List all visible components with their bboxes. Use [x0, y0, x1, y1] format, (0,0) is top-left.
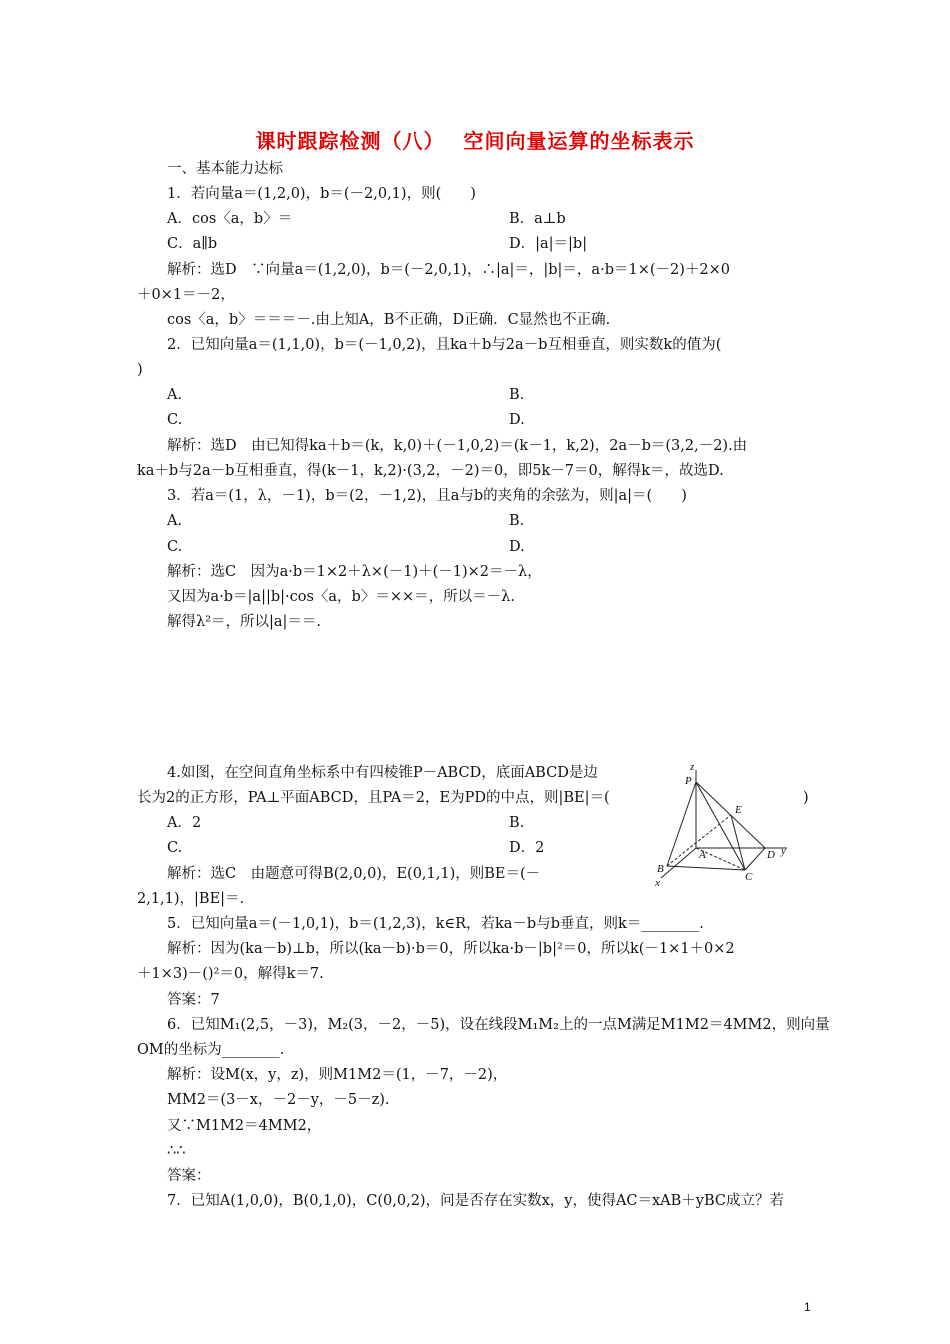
section-heading: 一、基本能力达标 [167, 161, 283, 177]
q3-solution-line: 解得λ²＝，所以|a|＝＝. [167, 614, 322, 630]
q6-answer: 答案： [167, 1168, 211, 1184]
pyramid-figure [647, 760, 797, 890]
q2-option-c: C. [167, 412, 183, 428]
q1-solution-line: ＋0×1＝－2， [137, 287, 235, 303]
point-label-c: C [745, 871, 753, 883]
question-6: 6．已知M₁(2,5，－3)，M₂(3，－2，－5)，设在线段M₁M₂上的一点M满足M1M2＝4MM2，则向量 [167, 1017, 830, 1033]
question-7: 7．已知A(1,0,0)，B(0,1,0)，C(0,0,2)，问是否存在实数x，y，使得AC＝xAB＋yBC成立？若 [167, 1193, 785, 1209]
q4-option-d: D．2 [509, 840, 545, 856]
question-4: 4.如图，在空间直角坐标系中有四棱锥P－ABCD，底面ABCD是边 [167, 765, 598, 781]
q1-option-b: B．a⊥b [509, 211, 566, 227]
q5-solution-line: 解析：因为(ka－b)⊥b，所以(ka－b)·b＝0，所以ka·b－|b|²＝0，所以k(－1×1＋0×2 [167, 941, 735, 957]
q2-option-b: B. [509, 387, 525, 403]
q5-answer: 答案：7 [167, 992, 220, 1008]
point-label-p: P [685, 775, 692, 787]
q1-option-a: A．cos〈a，b〉＝ [167, 211, 293, 227]
q3-option-b: B. [509, 513, 525, 529]
q6-solution-line: ∴∴ [167, 1143, 186, 1159]
q6-solution-line: 又∵M1M2＝4MM2， [167, 1118, 322, 1134]
question-4-cont: 长为2的正方形，PA⊥平面ABCD，且PA＝2，E为PD的中点，则|BE|＝( [137, 790, 610, 806]
page-title: 课时跟踪检测（八） 空间向量运算的坐标表示 [255, 129, 695, 153]
q4-option-c: C. [167, 840, 183, 856]
q3-solution-line: 解析：选C 因为a·b＝1×2＋λ×(－1)＋(－1)×2＝－λ， [167, 564, 542, 580]
question-6-cont: OM的坐标为________. [137, 1042, 285, 1058]
q2-option-d: D. [509, 412, 525, 428]
point-label-d: D [767, 849, 775, 861]
point-label-a: A [699, 849, 706, 861]
q2-solution-line: ka＋b与2a－b互相垂直，得(k－1，k,2)·(3,2，－2)＝0，即5k－7＝0，解得k＝，故选D. [137, 463, 724, 479]
axis-label-y: y [781, 845, 786, 857]
q4-solution-line: 2,1,1)，|BE|＝. [137, 891, 245, 907]
question-4-paren: ) [803, 790, 809, 806]
q1-solution-line: cos〈a，b〉＝＝＝－.由上知A，B不正确，D正确．C显然也不正确. [167, 312, 611, 328]
point-label-b: B [657, 863, 664, 875]
q1-option-d: D．|a|＝|b| [509, 236, 588, 252]
q1-option-c: C．a∥b [167, 236, 218, 252]
question-5: 5．已知向量a＝(－1,0,1)，b＝(1,2,3)，k∈R，若ka－b与b垂直，则k＝________. [167, 916, 704, 932]
question-2-cont: ) [137, 362, 143, 378]
q3-option-a: A. [167, 513, 183, 529]
q6-solution-line: 解析：设M(x，y，z)，则M1M2＝(1，－7，－2)， [167, 1067, 508, 1083]
q1-solution-line: 解析：选D ∵向量a＝(1,2,0)，b＝(－2,0,1)，∴|a|＝，|b|＝，a·b＝1×(－2)＋2×0 [167, 262, 730, 278]
point-label-e: E [735, 804, 742, 816]
q5-solution-line: ＋1×3)－()²＝0，解得k＝7. [137, 966, 324, 982]
q4-solution-line: 解析：选C 由题意可得B(2,0,0)，E(0,1,1)，则BE＝(－ [167, 866, 541, 882]
question-3: 3．若a＝(1，λ，－1)，b＝(2，－1,2)，且a与b的夹角的余弦为，则|a|＝( ) [167, 488, 687, 504]
page-number: 1 [804, 1300, 811, 1314]
q6-solution-line: MM2＝(3－x，－2－y，－5－z). [167, 1092, 390, 1108]
question-2: 2．已知向量a＝(1,1,0)，b＝(－1,0,2)，且ka＋b与2a－b互相垂直，则实数k的值为( [167, 337, 722, 353]
q4-option-a: A．2 [167, 815, 202, 831]
q3-option-c: C. [167, 539, 183, 555]
q2-solution-line: 解析：选D 由已知得ka＋b＝(k，k,0)＋(－1,0,2)＝(k－1，k,2)，2a－b＝(3,2,－2).由 [167, 438, 748, 454]
q3-solution-line: 又因为a·b＝|a||b|·cos〈a，b〉＝××＝，所以＝－λ. [167, 589, 515, 605]
question-1: 1．若向量a＝(1,2,0)，b＝(－2,0,1)，则( ) [167, 186, 476, 202]
q3-option-d: D. [509, 539, 525, 555]
axis-label-z: z [690, 761, 695, 773]
q4-option-b: B. [509, 815, 525, 831]
axis-label-x: x [655, 877, 660, 889]
q2-option-a: A. [167, 387, 183, 403]
